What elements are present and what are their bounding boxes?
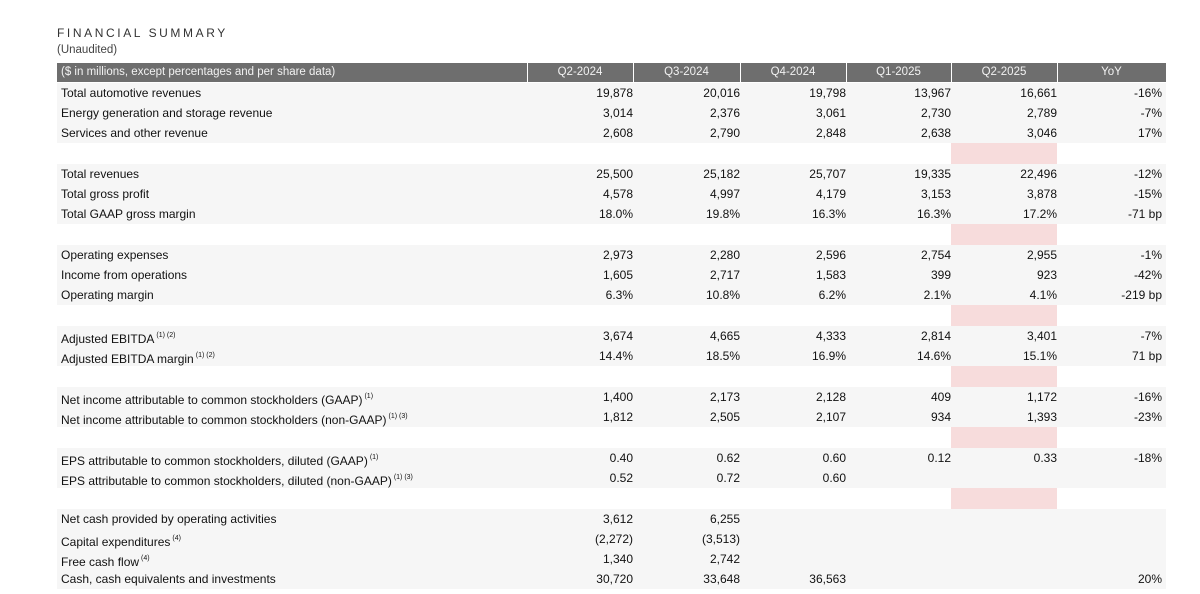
value-cell: 6.2%: [818, 288, 846, 302]
row-label: [61, 407, 408, 430]
row-label-text: Net cash provided by operating activities: [61, 512, 277, 526]
value-cell: 3,878: [1026, 187, 1057, 201]
value-cell: -42%: [1133, 268, 1162, 282]
value-cell: 0.12: [927, 451, 951, 465]
value-cell: 25,182: [703, 167, 740, 181]
table-row: [57, 245, 1166, 265]
value-cell: 2,596: [815, 248, 846, 262]
value-cell: 16.3%: [916, 207, 951, 221]
value-cell: 1,400: [602, 390, 633, 404]
value-cell: (3,513): [701, 532, 740, 546]
value-cell: 2.1%: [923, 288, 951, 302]
value-cell: 399: [930, 268, 951, 282]
value-cell: 0.60: [822, 471, 846, 485]
row-label-text: Net income attributable to common stockholders (non-GAAP): [61, 413, 387, 427]
value-cell: 934: [930, 410, 951, 424]
value-cell: -219 bp: [1121, 288, 1162, 302]
row-label-text: Adjusted EBITDA margin: [61, 352, 194, 366]
header-q2-2025: Q2-2025: [981, 66, 1027, 78]
value-cell: -16%: [1133, 86, 1162, 100]
value-cell: 1,812: [602, 410, 633, 424]
row-label: [61, 164, 139, 184]
row-label: [61, 184, 149, 204]
value-cell: 4,179: [815, 187, 846, 201]
value-cell: 15.1%: [1022, 349, 1057, 363]
header-separator: [740, 63, 741, 82]
header-q3-2024: Q3-2024: [664, 66, 709, 78]
value-cell: 17.2%: [1022, 207, 1057, 221]
row-label-text: Net income attributable to common stockholders (GAAP): [61, 393, 363, 407]
value-cell: 2,107: [815, 410, 846, 424]
table-row: [57, 529, 1166, 549]
value-cell: 18.0%: [598, 207, 633, 221]
value-cell: 3,674: [602, 329, 633, 343]
value-cell: (2,272): [594, 532, 633, 546]
value-cell: 4,997: [709, 187, 740, 201]
row-label: [61, 245, 168, 265]
value-cell: 16,661: [1020, 86, 1057, 100]
row-label: [61, 569, 276, 589]
value-cell: -16%: [1133, 390, 1162, 404]
financial-summary-title: FINANCIAL SUMMARY: [57, 26, 228, 40]
footnote-reference: (4): [141, 555, 150, 562]
value-cell: 2,789: [1026, 106, 1057, 120]
value-cell: 1,340: [602, 552, 633, 566]
table-row: [57, 103, 1166, 123]
value-cell: -7%: [1140, 106, 1162, 120]
value-cell: 2,608: [602, 126, 633, 140]
row-label-text: Services and other revenue: [61, 126, 208, 140]
value-cell: 71 bp: [1131, 349, 1162, 363]
value-cell: 13,967: [914, 86, 951, 100]
row-label-text: Cash, cash equivalents and investments: [61, 572, 276, 586]
value-cell: 18.5%: [705, 349, 740, 363]
value-cell: 6.3%: [605, 288, 633, 302]
value-cell: 25,500: [596, 167, 633, 181]
value-cell: 22,496: [1020, 167, 1057, 181]
row-label-text: EPS attributable to common stockholders, diluted (non-GAAP): [61, 474, 392, 488]
header-separator: [633, 63, 634, 82]
row-label: [61, 103, 272, 123]
table-row: [57, 164, 1166, 184]
value-cell: 2,280: [709, 248, 740, 262]
row-label: [61, 83, 201, 103]
value-cell: 4,333: [815, 329, 846, 343]
footnote-reference: (1): [369, 454, 379, 461]
value-cell: 2,173: [709, 390, 740, 404]
row-label-text: Operating margin: [61, 288, 154, 302]
row-label: [61, 285, 154, 305]
table-row: [57, 265, 1166, 285]
value-cell: 30,720: [596, 572, 633, 586]
value-cell: -12%: [1133, 167, 1162, 181]
value-cell: 1,172: [1026, 390, 1057, 404]
table-row: [57, 509, 1166, 529]
value-cell: -7%: [1140, 329, 1162, 343]
value-cell: 2,790: [709, 126, 740, 140]
table-row: [57, 549, 1166, 569]
value-cell: 1,583: [815, 268, 846, 282]
value-cell: 33,648: [703, 572, 740, 586]
value-cell: 2,742: [709, 552, 740, 566]
footnote-reference: (1) (3): [388, 413, 408, 420]
value-cell: 19.8%: [705, 207, 740, 221]
footnote-reference: (4): [172, 535, 181, 542]
value-cell: 3,014: [602, 106, 633, 120]
value-cell: -23%: [1133, 410, 1162, 424]
value-cell: 4,665: [709, 329, 740, 343]
table-row: [57, 204, 1166, 224]
value-cell: -18%: [1133, 451, 1162, 465]
value-cell: -1%: [1140, 248, 1162, 262]
value-cell: 0.52: [609, 471, 633, 485]
header-description: ($ in millions, except percentages and per share data): [61, 66, 336, 78]
table-row: [57, 468, 1166, 488]
value-cell: 2,505: [709, 410, 740, 424]
row-label-text: Adjusted EBITDA: [61, 332, 155, 346]
footnote-reference: (1): [364, 393, 374, 400]
value-cell: 2,955: [1026, 248, 1057, 262]
table-row: [57, 346, 1166, 366]
value-cell: 3,046: [1026, 126, 1057, 140]
table-row: [57, 83, 1166, 103]
row-label-text: Free cash flow: [61, 555, 140, 569]
value-cell: 14.6%: [916, 349, 951, 363]
table-row: [57, 387, 1166, 407]
row-label-text: Capital expenditures: [61, 535, 171, 549]
row-label-text: Energy generation and storage revenue: [61, 106, 273, 120]
row-label: [61, 123, 208, 143]
value-cell: 2,376: [709, 106, 740, 120]
value-cell: 1,393: [1026, 410, 1057, 424]
value-cell: 16.9%: [811, 349, 846, 363]
value-cell: 2,848: [815, 126, 846, 140]
row-label-text: Total gross profit: [61, 187, 150, 201]
header-separator: [527, 63, 528, 82]
row-label-text: Total automotive revenues: [61, 86, 202, 100]
table-header: [57, 63, 1166, 82]
footnote-reference: (1) (2): [195, 352, 215, 359]
header-q4-2024: Q4-2024: [770, 66, 816, 78]
value-cell: 3,401: [1026, 329, 1057, 343]
value-cell: 36,563: [809, 572, 846, 586]
header-q1-2025: Q1-2025: [876, 66, 921, 78]
value-cell: 6,255: [709, 512, 740, 526]
row-label-text: Total GAAP gross margin: [61, 207, 196, 221]
value-cell: 20%: [1137, 572, 1162, 586]
table-row: [57, 123, 1166, 143]
footnote-reference: (1) (3): [393, 474, 413, 481]
value-cell: -71 bp: [1127, 207, 1162, 221]
footnote-reference: (1) (2): [156, 332, 176, 339]
value-cell: 2,814: [920, 329, 951, 343]
value-cell: 2,717: [709, 268, 740, 282]
row-label: [61, 204, 196, 224]
unaudited-subtitle: (Unaudited): [57, 44, 118, 56]
value-cell: 3,061: [815, 106, 846, 120]
row-label: [61, 509, 276, 529]
value-cell: 0.72: [716, 471, 740, 485]
row-label: [61, 346, 215, 369]
value-cell: 14.4%: [598, 349, 633, 363]
value-cell: 409: [930, 390, 951, 404]
value-cell: 3,612: [602, 512, 633, 526]
value-cell: 10.8%: [705, 288, 740, 302]
value-cell: 2,128: [815, 390, 846, 404]
row-label-text: Total revenues: [61, 167, 140, 181]
table-row: [57, 326, 1166, 346]
header-separator: [846, 63, 847, 82]
value-cell: -15%: [1133, 187, 1162, 201]
table-row: [57, 407, 1166, 427]
value-cell: 2,754: [920, 248, 951, 262]
header-separator: [1057, 63, 1058, 82]
value-cell: 2,638: [920, 126, 951, 140]
value-cell: 4.1%: [1029, 288, 1057, 302]
table-row: [57, 448, 1166, 468]
row-label: [61, 468, 413, 491]
value-cell: 17%: [1137, 126, 1162, 140]
value-cell: 19,335: [914, 167, 951, 181]
header-q2-2024: Q2-2024: [557, 66, 603, 78]
value-cell: 25,707: [809, 167, 846, 181]
value-cell: 3,153: [920, 187, 951, 201]
header-separator: [951, 63, 952, 82]
row-label-text: EPS attributable to common stockholders, diluted (GAAP): [61, 454, 368, 468]
value-cell: 4,578: [602, 187, 633, 201]
value-cell: 19,878: [596, 86, 633, 100]
table-row: [57, 285, 1166, 305]
value-cell: 0.60: [822, 451, 846, 465]
row-label-text: Operating expenses: [61, 248, 169, 262]
value-cell: 0.62: [716, 451, 740, 465]
value-cell: 19,798: [809, 86, 846, 100]
value-cell: 16.3%: [811, 207, 846, 221]
row-label-text: Income from operations: [61, 268, 188, 282]
header-yoy: YoY: [1101, 66, 1122, 78]
value-cell: 20,016: [703, 86, 740, 100]
value-cell: 923: [1036, 268, 1057, 282]
value-cell: 2,973: [602, 248, 633, 262]
value-cell: 2,730: [920, 106, 951, 120]
value-cell: 0.40: [609, 451, 633, 465]
table-row: [57, 184, 1166, 204]
row-label: [61, 265, 187, 285]
value-cell: 1,605: [602, 268, 633, 282]
table-row: [57, 569, 1166, 589]
value-cell: 0.33: [1033, 451, 1057, 465]
